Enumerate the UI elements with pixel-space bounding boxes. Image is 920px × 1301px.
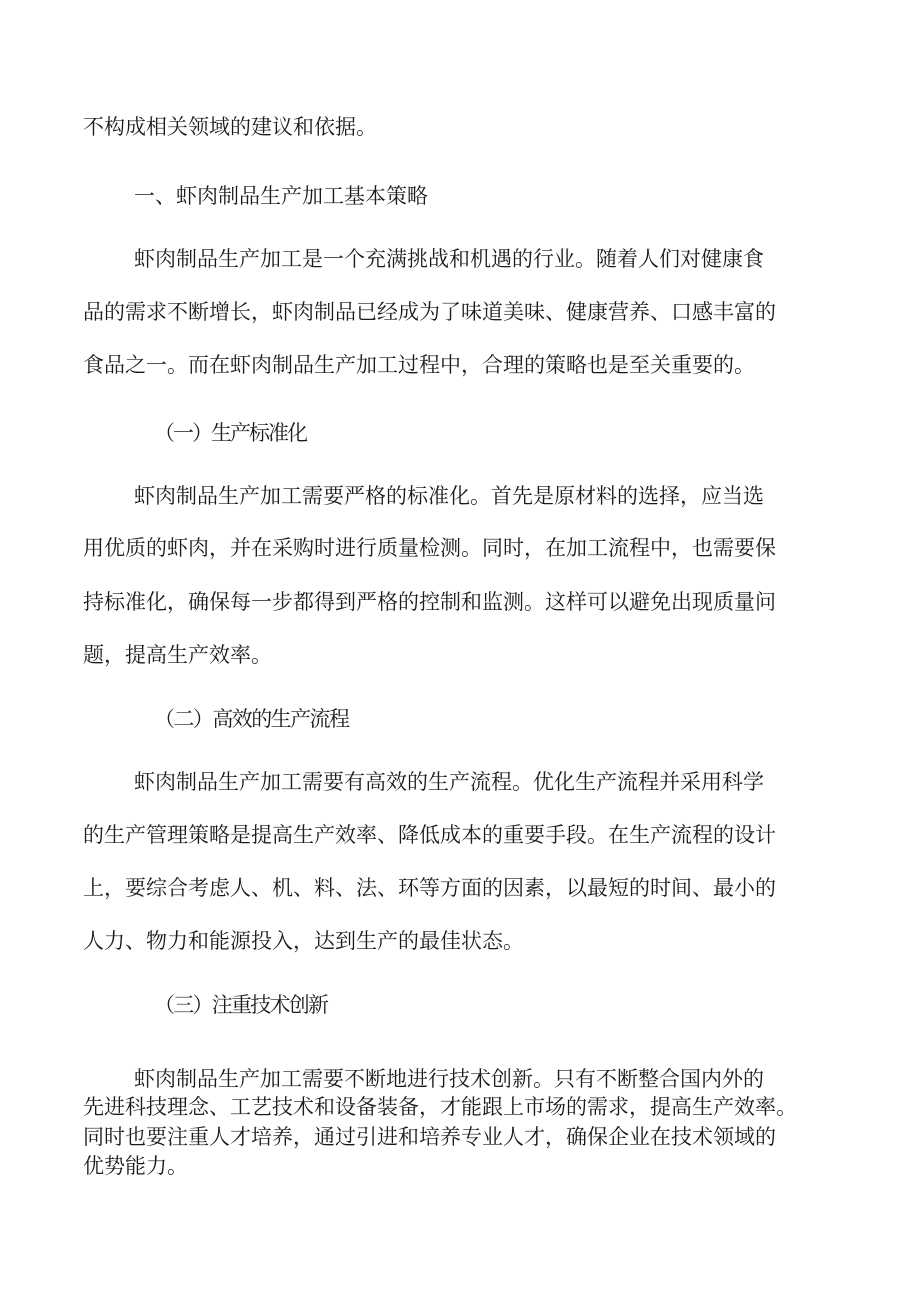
paragraph-line: 虾肉制品生产加工需要严格的标准化。首先是原材料的选择，应当选 (134, 484, 764, 508)
paragraph-line: 虾肉制品生产加工是一个充满挑战和机遇的行业。随着人们对健康食 (134, 247, 764, 271)
paragraph-line: 虾肉制品生产加工需要有高效的生产流程。优化生产流程并采用科学 (134, 770, 764, 794)
paragraph-line: 虾肉制品生产加工需要不断地进行技术创新。只有不断整合国内外的 (134, 1067, 764, 1091)
paragraph-line: 品的需求不断增长，虾肉制品已经成为了味道美味、健康营养、口感丰富的 (83, 300, 776, 324)
paragraph-line: 先进科技理念、工艺技术和设备装备，才能跟上市场的需求，提高生产效率。 (83, 1095, 797, 1119)
paragraph-line: 人力、物力和能源投入，达到生产的最佳状态。 (83, 929, 524, 953)
paragraph-line: 的生产管理策略是提高生产效率、降低成本的重要手段。在生产流程的设计 (83, 823, 776, 847)
paragraph-line: 优势能力。 (83, 1154, 188, 1178)
section-title: 一、虾肉制品生产加工基本策略 (134, 184, 428, 208)
paragraph-line: 同时也要注重人才培养，通过引进和培养专业人才，确保企业在技术领域的 (83, 1125, 776, 1149)
paragraph-line: 食品之一。而在虾肉制品生产加工过程中，合理的策略也是至关重要的。 (83, 353, 755, 377)
paragraph-line: 题，提高生产效率。 (83, 643, 272, 667)
subsection-title: （一）生产标准化 (154, 421, 306, 445)
subsection-title: （二）高效的生产流程 (154, 707, 349, 731)
subsection-title: （三）注重技术创新 (154, 993, 328, 1017)
paragraph-line: 用优质的虾肉，并在采购时进行质量检测。同时，在加工流程中，也需要保 (83, 536, 776, 560)
paragraph-line: 持标准化，确保每一步都得到严格的控制和监测。这样可以避免出现质量问 (83, 590, 776, 614)
paragraph-line: 上，要综合考虑人、机、料、法、环等方面的因素，以最短的时间、最小的 (83, 876, 776, 900)
intro-tail-text: 不构成相关领域的建议和依据。 (83, 115, 377, 139)
